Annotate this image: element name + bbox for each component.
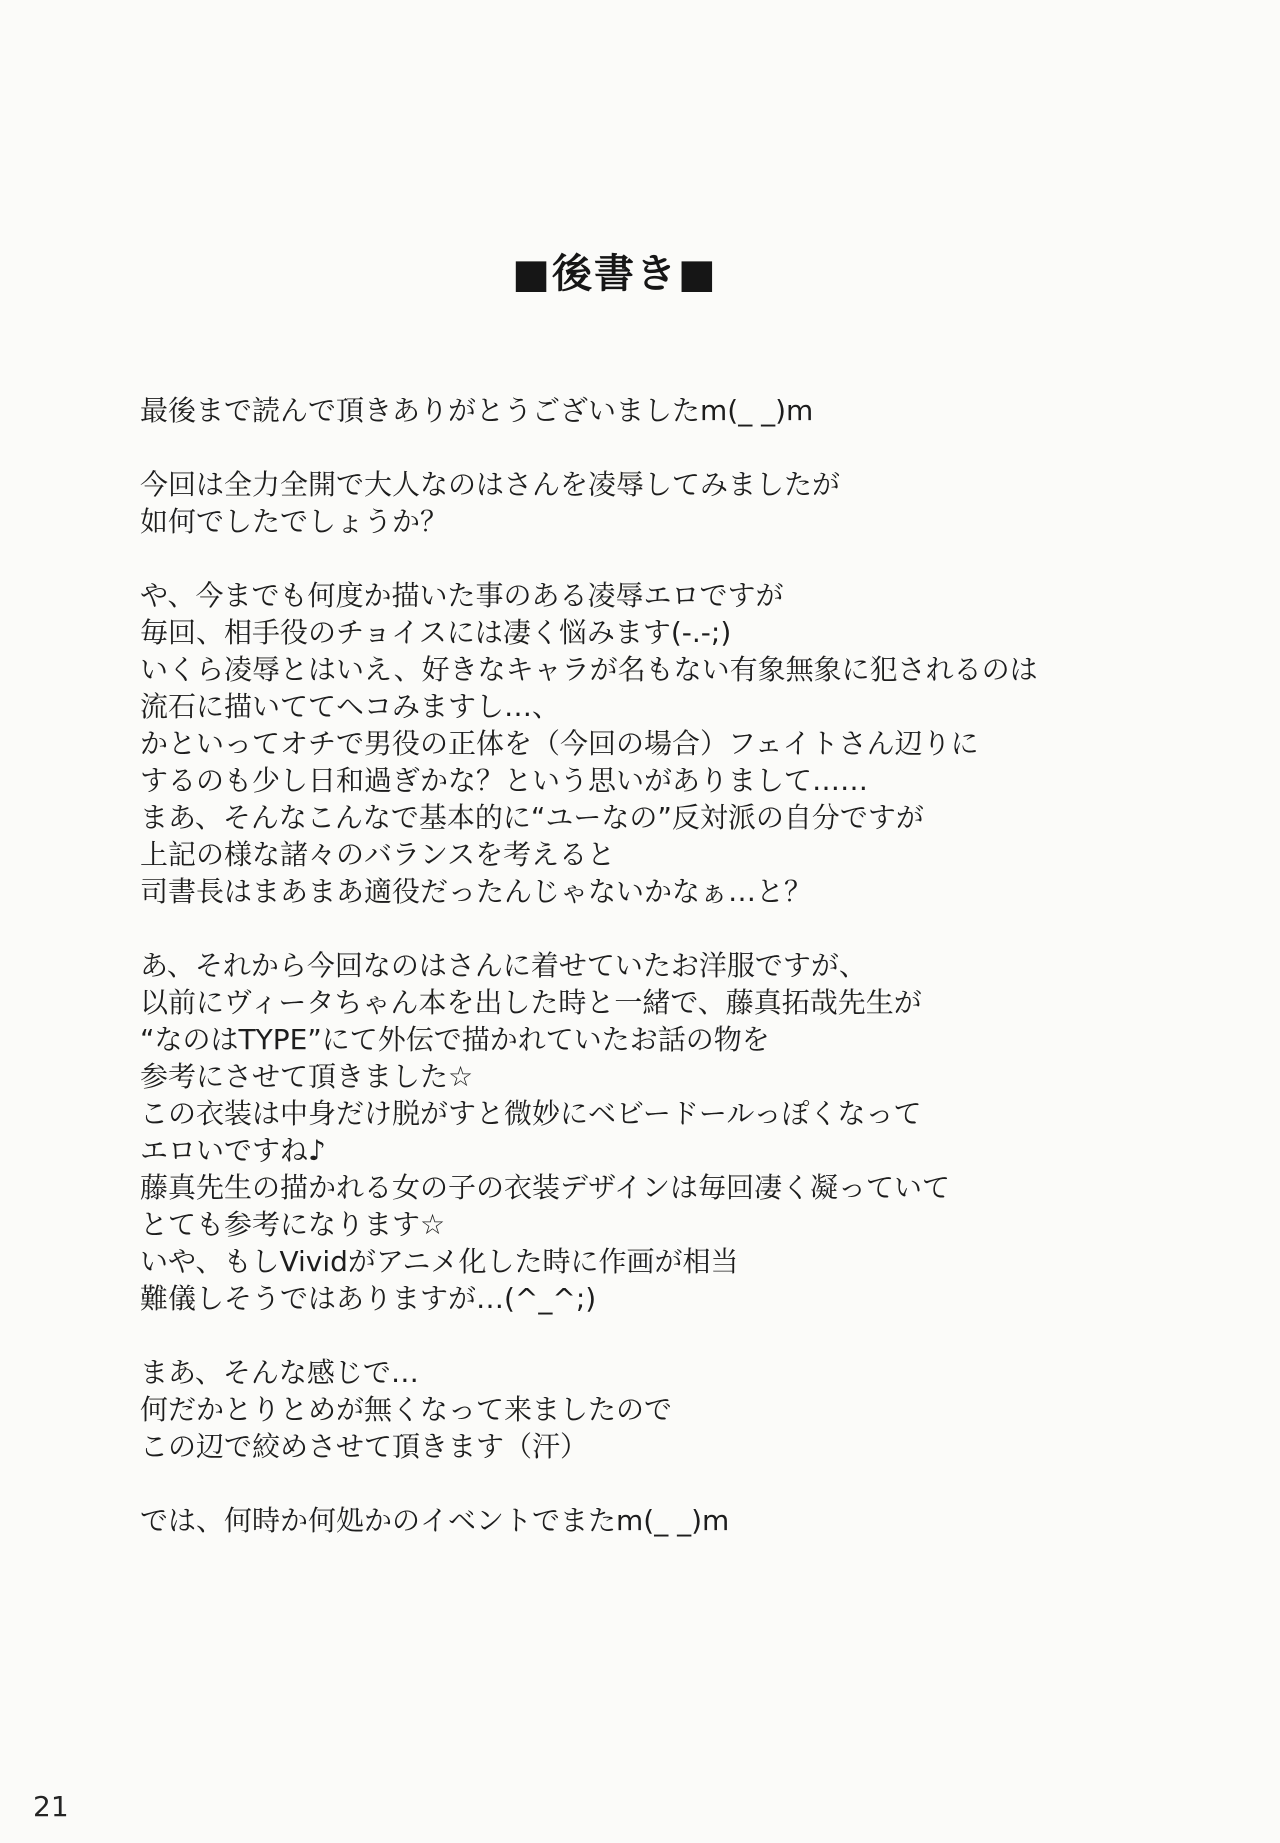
text-line: あ、それから今回なのはさんに着せていたお洋服ですが、 <box>140 949 867 982</box>
text-line: や、今までも何度か描いた事のある凌辱エロですが <box>140 579 784 612</box>
text-line: では、何時か何処かのイベントでまたm(_ _)m <box>140 1504 730 1537</box>
text-line: “なのはTYPE”にて外伝で描かれていたお話の物を <box>140 1023 770 1056</box>
page-number: 21 <box>33 1790 69 1823</box>
paragraph-intro <box>140 466 1200 540</box>
paragraph-thanks <box>140 392 1200 429</box>
text-line: 藤真先生の描かれる女の子の衣装デザインは毎回凄く凝っていて <box>140 1171 951 1204</box>
text-line: いや、もしVividがアニメ化した時に作画が相当 <box>140 1245 739 1278</box>
text-line: 毎回、相手役のチョイスには凄く悩みます(-.-;) <box>140 616 732 649</box>
text-line: かといってオチで男役の正体を（今回の場合）フェイトさん辺りに <box>140 727 979 760</box>
text-line: この辺で絞めさせて頂きます（汗） <box>140 1430 589 1463</box>
text-line: とても参考になります☆ <box>140 1208 446 1241</box>
text-line: 最後まで読んで頂きありがとうございましたm(_ _)m <box>140 394 814 427</box>
afterword-text <box>140 392 1200 1539</box>
text-line: 難儀しそうではありますが…(^_^;) <box>140 1282 597 1315</box>
text-line: この衣装は中身だけ脱がすと微妙にベビードールっぽくなって <box>140 1097 922 1130</box>
text-line: いくら凌辱とはいえ、好きなキャラが名もない有象無象に犯されるのは <box>140 653 1038 686</box>
paragraph-choice <box>140 577 1200 910</box>
text-line: するのも少し日和過ぎかな？という思いがありまして…… <box>140 764 869 797</box>
paragraph-outfit <box>140 947 1200 1317</box>
paragraph-closing <box>140 1354 1200 1465</box>
text-line: 上記の様な諸々のバランスを考えると <box>140 838 616 871</box>
text-line: 何だかとりとめが無くなって来ましたので <box>140 1393 673 1426</box>
text-line: 今回は全力全開で大人なのはさんを凌辱してみましたが <box>140 468 841 501</box>
text-line: 参考にさせて頂きました☆ <box>140 1060 474 1093</box>
page-title: ■後書き■ <box>512 251 718 297</box>
text-line: 流石に描いててヘコみますし…、 <box>140 690 561 723</box>
text-line: 如何でしたでしょうか？ <box>140 505 449 538</box>
text-line: 司書長はまあまあ適役だったんじゃないかなぁ…と？ <box>140 875 813 908</box>
text-line: まあ、そんな感じで… <box>140 1356 419 1389</box>
text-line: 以前にヴィータちゃん本を出した時と一緒で、藤真拓哉先生が <box>140 986 922 1019</box>
paragraph-farewell <box>140 1502 1200 1539</box>
text-line: まあ、そんなこんなで基本的に“ユーなの”反対派の自分ですが <box>140 801 924 834</box>
text-line: エロいですね♪ <box>140 1134 326 1167</box>
